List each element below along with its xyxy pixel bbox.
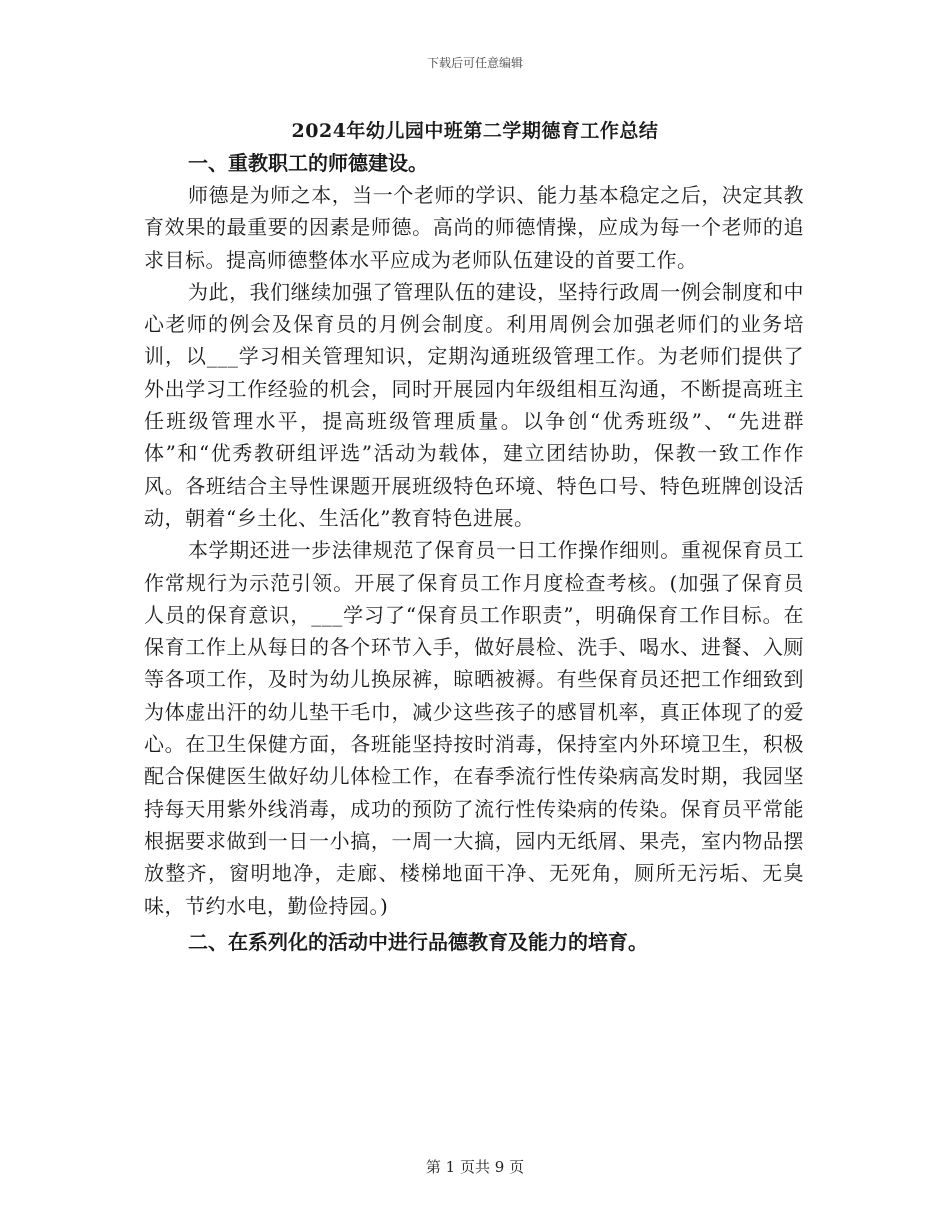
paragraph-2: 为此，我们继续加强了管理队伍的建设，坚持行政周一例会制度和中心老师的例会及保育员的月例会制度。利用周例会加强老师们的业务培训，以___学习相关管理知识，定期沟通班级管理工作。为老师们提供了外出学习工作经验的机会，同时开展园内年级组相互沟通，不断提高班主任班级管理水平，提高班级管理质量。以争创“优秀班级”、“先进群体”和“优秀教研组评选”活动为载体，建立团结协助，保教一致工作作风。各班结合主导性课题开展班级特色环境、特色口号、特色班牌创设活动，朝着“乡土化、生活化”教育特色进展。	[144, 279, 804, 530]
section-heading-2: 二、在系列化的活动中进行品德教育及能力的培育。	[188, 929, 648, 954]
paragraph-3: 本学期还进一步法律规范了保育员一日工作操作细则。重视保育员工作常规行为示范引领。开展了保育员工作月度检查考核。(加强了保育员人员的保育意识，___学习了“保育员工作职责”，明确保育工作目标。在保育工作上从每日的各个环节入手，做好晨检、洗手、喝水、进餐、入厕等各项工作，及时为幼儿换尿裤，晾晒被褥。有些保育员还把工作细致到为体虚出汗的幼儿垫干毛巾，减少这些孩子的感冒机率，真正体现了的爱心。在卫生保健方面，各班能坚持按时消毒，保持室内外环境卫生，积极配合保健医生做好幼儿体检工作，在春季流行性传染病高发时期，我园坚持每天用紫外线消毒，成功的预防了流行性传染病的传染。保育员平常能根据要求做到一日一小搞，一周一大搞，园内无纸屑、果壳，室内物品摆放整齐，窗明地净，走廊、楼梯地面干净、无死角，厕所无污垢、无臭味，节约水电，勤俭持园。)	[144, 538, 804, 918]
paragraph-1: 师德是为师之本，当一个老师的学识、能力基本稳定之后，决定其教育效果的最重要的因素是师德。高尚的师德情操，应成为每一个老师的追求目标。提高师德整体水平应成为老师队伍建设的首要工作。	[144, 183, 804, 272]
document-title: 2024年幼儿园中班第二学期德育工作总结	[291, 120, 659, 142]
document-body	[144, 148, 804, 958]
page-number: 第 1 页共 9 页	[425, 1158, 525, 1176]
section-heading-1: 一、重教职工的师德建设。	[188, 151, 428, 175]
header-note: 下载后可任意编辑	[426, 56, 523, 70]
